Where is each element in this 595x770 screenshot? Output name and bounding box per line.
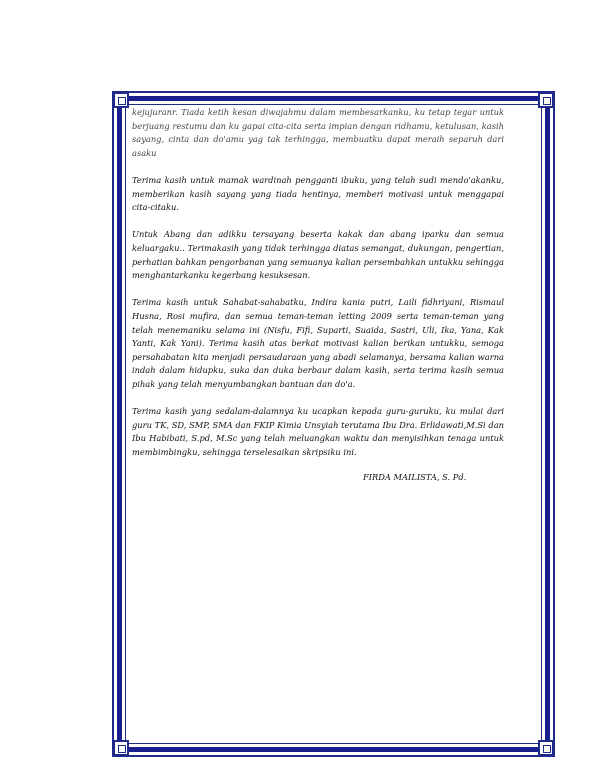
corner-ornament-bottom-left (113, 740, 129, 756)
paragraph-mamak: Terima kasih untuk mamak wardinah pengganti ibuku, yang telah sudi mendo'akanku, memberikan kasih sayang yang tiada hentinya, memberi motivasi untuk menggapai cita-citaku. (132, 174, 504, 213)
corner-ornament-bottom-right (538, 740, 554, 756)
paragraph-friends: Terima kasih untuk Sahabat-sahabatku, Indira kania putri, Laili fidhriyani, Rismaul Husna, Rosi mufira, dan semua teman-teman letting 2009 serta teman-teman yang telah menemaniku selama ini (Nisfu, Fifi, Suparti, Suaida, Sastri, Uli, Ika, Yana, Kak Yanti, Kak Yani). Terima kasih atas berkat motivasi kalian berikan untukku, semoga persahabatan kita menjadi persaudaraan yang abadi selamanya, bersama kalian warna indah dalam hidupku, suka dan duka berbaur dalam kasih, serta terima kasih semua pihak yang telah menyumbangkan bantuan dan do'a. (132, 297, 504, 389)
paragraph-teachers: Terima kasih yang sedalam-dalamnya ku ucapkan kepada guru-guruku, ku mulai dari guru TK, SD, SMP, SMA dan FKIP Kimia Unsyiah terutama Ibu Dra. Erlidawati,M.Si dan Ibu Habibati, S.pd, M.Sc yang telah meluangkan waktu dan menyisihkan tenaga untuk membimbingku, sehingga terselesaikan skripsiku ini. (132, 406, 504, 457)
paragraph-parents: kejujuranr. Tiada ketih kesan diwajahmu dalam membesarkanku, ku tetap tegar untuk berjuang restumu dan ku gapai cita-cita serta impian dengan ridhamu, ketulusan, kasih sayang, cinta dan do'amu yag tak terhingga, membuatku dapat meraih separuh dari asaku (132, 107, 504, 158)
paragraph-family: Untuk Abang dan adikku tersayang beserta kakak dan abang iparku dan semua keluargaku.. Terimakasih yang tidak terhingga diatas semangat, dukungan, pengertian, perhatian bahkan pengorbanan yang semuanya kalian persembahkan untukku sehingga menghantarkanku kegerbang kesuksesan. (132, 229, 504, 281)
acknowledgement-text (132, 106, 504, 473)
author-signature: FIRDA MAILISTA, S. Pd. (363, 472, 467, 482)
corner-ornament-top-left (113, 92, 129, 108)
corner-ornament-top-right (538, 92, 554, 108)
